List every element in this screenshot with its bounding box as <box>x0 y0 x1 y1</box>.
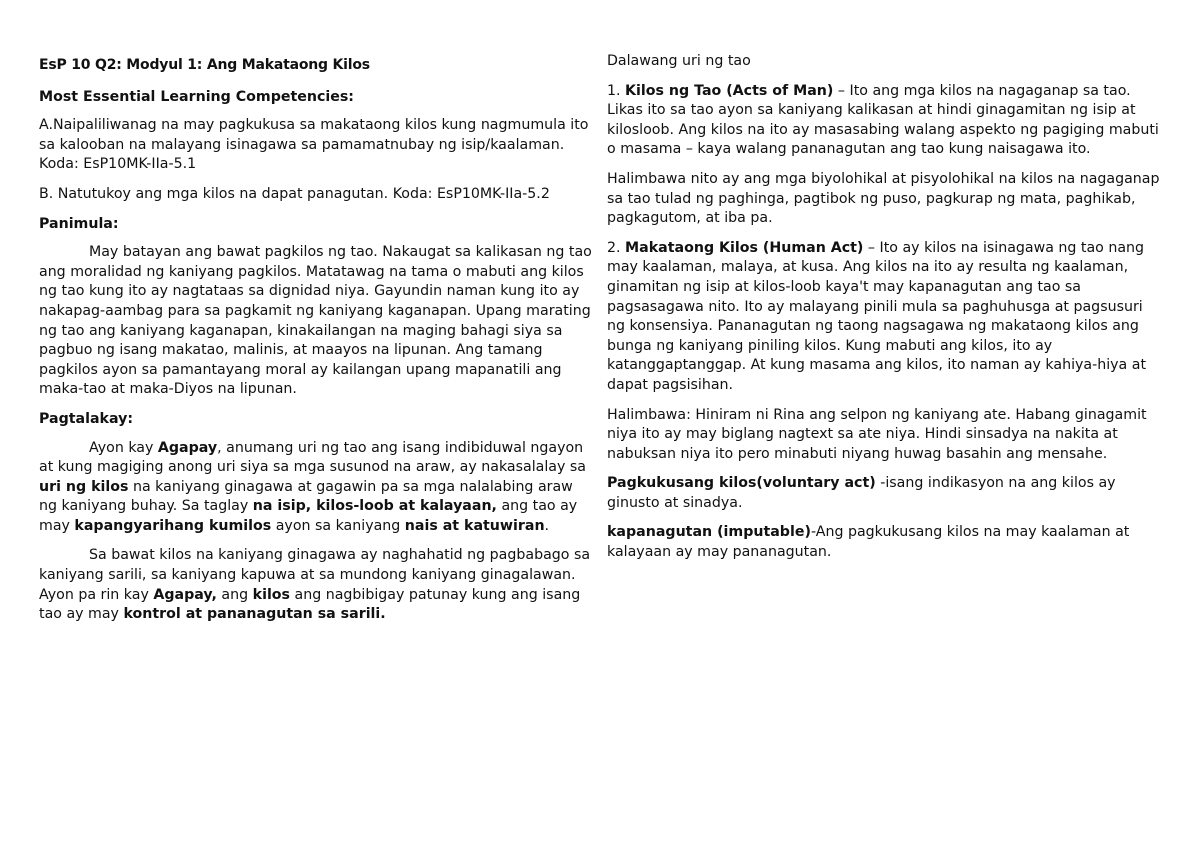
item-number: 2. <box>607 239 626 256</box>
left-column <box>39 52 595 635</box>
melc-heading: Most Essential Learning Competencies: <box>39 88 354 105</box>
panimula-paragraph: May batayan ang bawat pagkilos ng tao. Nakaugat sa kalikasan ng tao ang moralidad ng kaniyang pagkilos. Matatawag na tama o mabuti ang kilos ng tao kung ito ay nagtataas sa dignidad niya. Gayundin naman kung ito ay nakapag-aambag para sa pagkamit ng kaniyang kaganapan. Upang marating ng tao ang kaniyang kaganapan, kinakailangan na maging bahagi siya sa pagbuo ng isang makatao, malinis, at maayos na lipunan. Ang tamang pagkilos ayon sa pamantayang moral ay kailangan upang mapanatili ang maka-tao at maka-Diyos na lipunan. <box>39 244 592 398</box>
bold-term: nais at katuwiran <box>404 517 545 534</box>
text-span: ang <box>216 586 253 603</box>
pagtalakay-paragraph-1 <box>39 439 595 537</box>
text-span: Ayon kay <box>89 439 158 456</box>
makataong-kilos-item <box>607 239 1162 396</box>
melc-a: A.Naipaliliwanag na may pagkukusa sa makataong kilos kung nagmumula ito sa kalooban na malayang isinagawa sa pamamatnubay ng isip/kaalaman. Koda: EsP10MK-IIa-5.1 <box>39 117 589 173</box>
bold-term: na isip, kilos-loob at kalayaan, <box>252 498 497 515</box>
text-span: , anumang uri ng tao ang isang indibiduwal ngayon at kung magiging anong uri siya sa mga susunod na araw, ay nakasalalay sa <box>39 439 586 476</box>
module-title: EsP 10 Q2: Modyul 1: Ang Makataong Kilos <box>39 57 370 73</box>
text-span: – Ito ay kilos na isinagawa ng tao nang may kaalaman, malaya, at kusa. Ang kilos na ito ay resulta ng kaalaman, ginamitan ng isip at kilos-loob kaya't may kapanagutan ang tao sa pagsasagawa nito. Ito ay malayang pinili mula sa paghuhusga at pagsusuri ng konsensiya. Pananagutan ng taong nagsagawa ng makataong kilos ang bunga ng kaniyang piniling kilos. Kung mabuti ang kilos, ito ay katanggaptanggap. At kung masama ang kilos, ito naman ay kahiya-hiya at dapat pagsisihan. <box>607 239 1147 393</box>
bold-term: Agapay <box>157 439 218 456</box>
text-span: – Ito ang mga kilos na nagaganap sa tao. Likas ito sa tao ayon sa kaniyang kalikasan at hindi ginagamitan ng isip at kilosloob. Ang kilos na ito ay masasabing walang aspekto ng pagiging mabuti o masama – kaya walang pananagutan ang tao kung naisagawa ito. <box>607 82 1159 158</box>
text-span: ang tao ay may <box>39 498 578 534</box>
pagtalakay-heading: Pagtalakay: <box>39 410 134 427</box>
kilos-ng-tao-item <box>607 82 1162 160</box>
makataong-kilos-example: Halimbawa: Hiniram ni Rina ang selpon ng kaniyang ate. Habang ginagamit niya ito ay may biglang nagtext sa ate niya. Hindi sinsadya na nakita at nabuksan niya ito pero minabuti niyang huwag basahin ang mensahe. <box>607 406 1147 462</box>
melc-b: B. Natutukoy ang mga kilos na dapat panagutan. Koda: EsP10MK-IIa-5.2 <box>39 185 550 202</box>
right-column <box>607 52 1162 573</box>
text-span: -Ang pagkukusang kilos na may kaalaman at kalayaan ay may pananagutan. <box>607 524 1130 561</box>
item-number: 1. <box>607 82 626 99</box>
bold-term: kontrol at pananagutan sa sarili. <box>123 606 386 623</box>
bold-term: Makataong Kilos (Human Act) <box>625 239 864 256</box>
bold-term: Agapay, <box>153 586 217 603</box>
bold-term: kapangyarihang kumilos <box>74 517 272 534</box>
bold-term: kilos <box>252 586 290 603</box>
dalawang-uri-heading: Dalawang uri ng tao <box>607 53 751 69</box>
text-span: Sa bawat kilos na kaniyang ginagawa ay naghahatid ng pagbabago sa kaniyang sarili, sa kaniyang kapuwa at sa mundong kaniyang ginagalawan. Ayon pa rin kay <box>39 547 591 603</box>
pagtalakay-paragraph-2 <box>39 546 595 624</box>
text-span: -isang indikasyon na ang kilos ay ginusto at sinadya. <box>607 475 1116 511</box>
kapanagutan-definition <box>607 523 1162 562</box>
pagkukusang-kilos-definition <box>607 474 1162 513</box>
bold-term: uri ng kilos <box>39 478 129 495</box>
text-span: na kaniyang ginagawa at gagawin pa sa mga nalalabing araw ng kaniyang buhay. Sa taglay <box>39 478 573 515</box>
bold-term: Pagkukusang kilos(voluntary act) <box>607 475 876 492</box>
text-span: ang nagbibigay patunay kung ang isang tao ay may <box>39 586 581 623</box>
panimula-heading: Panimula: <box>39 215 119 232</box>
text-span: . <box>544 517 550 534</box>
bold-term: kapanagutan (imputable) <box>607 524 811 541</box>
text-span: ayon sa kaniyang <box>271 517 405 534</box>
kilos-ng-tao-example: Halimbawa nito ay ang mga biyolohikal at pisyolohikal na kilos na nagaganap sa tao tulad ng paghinga, pagtibok ng puso, pagkurap ng mata, paghikab, pagkagutom, at iba pa. <box>607 170 1160 227</box>
bold-term: Kilos ng Tao (Acts of Man) <box>625 82 834 99</box>
